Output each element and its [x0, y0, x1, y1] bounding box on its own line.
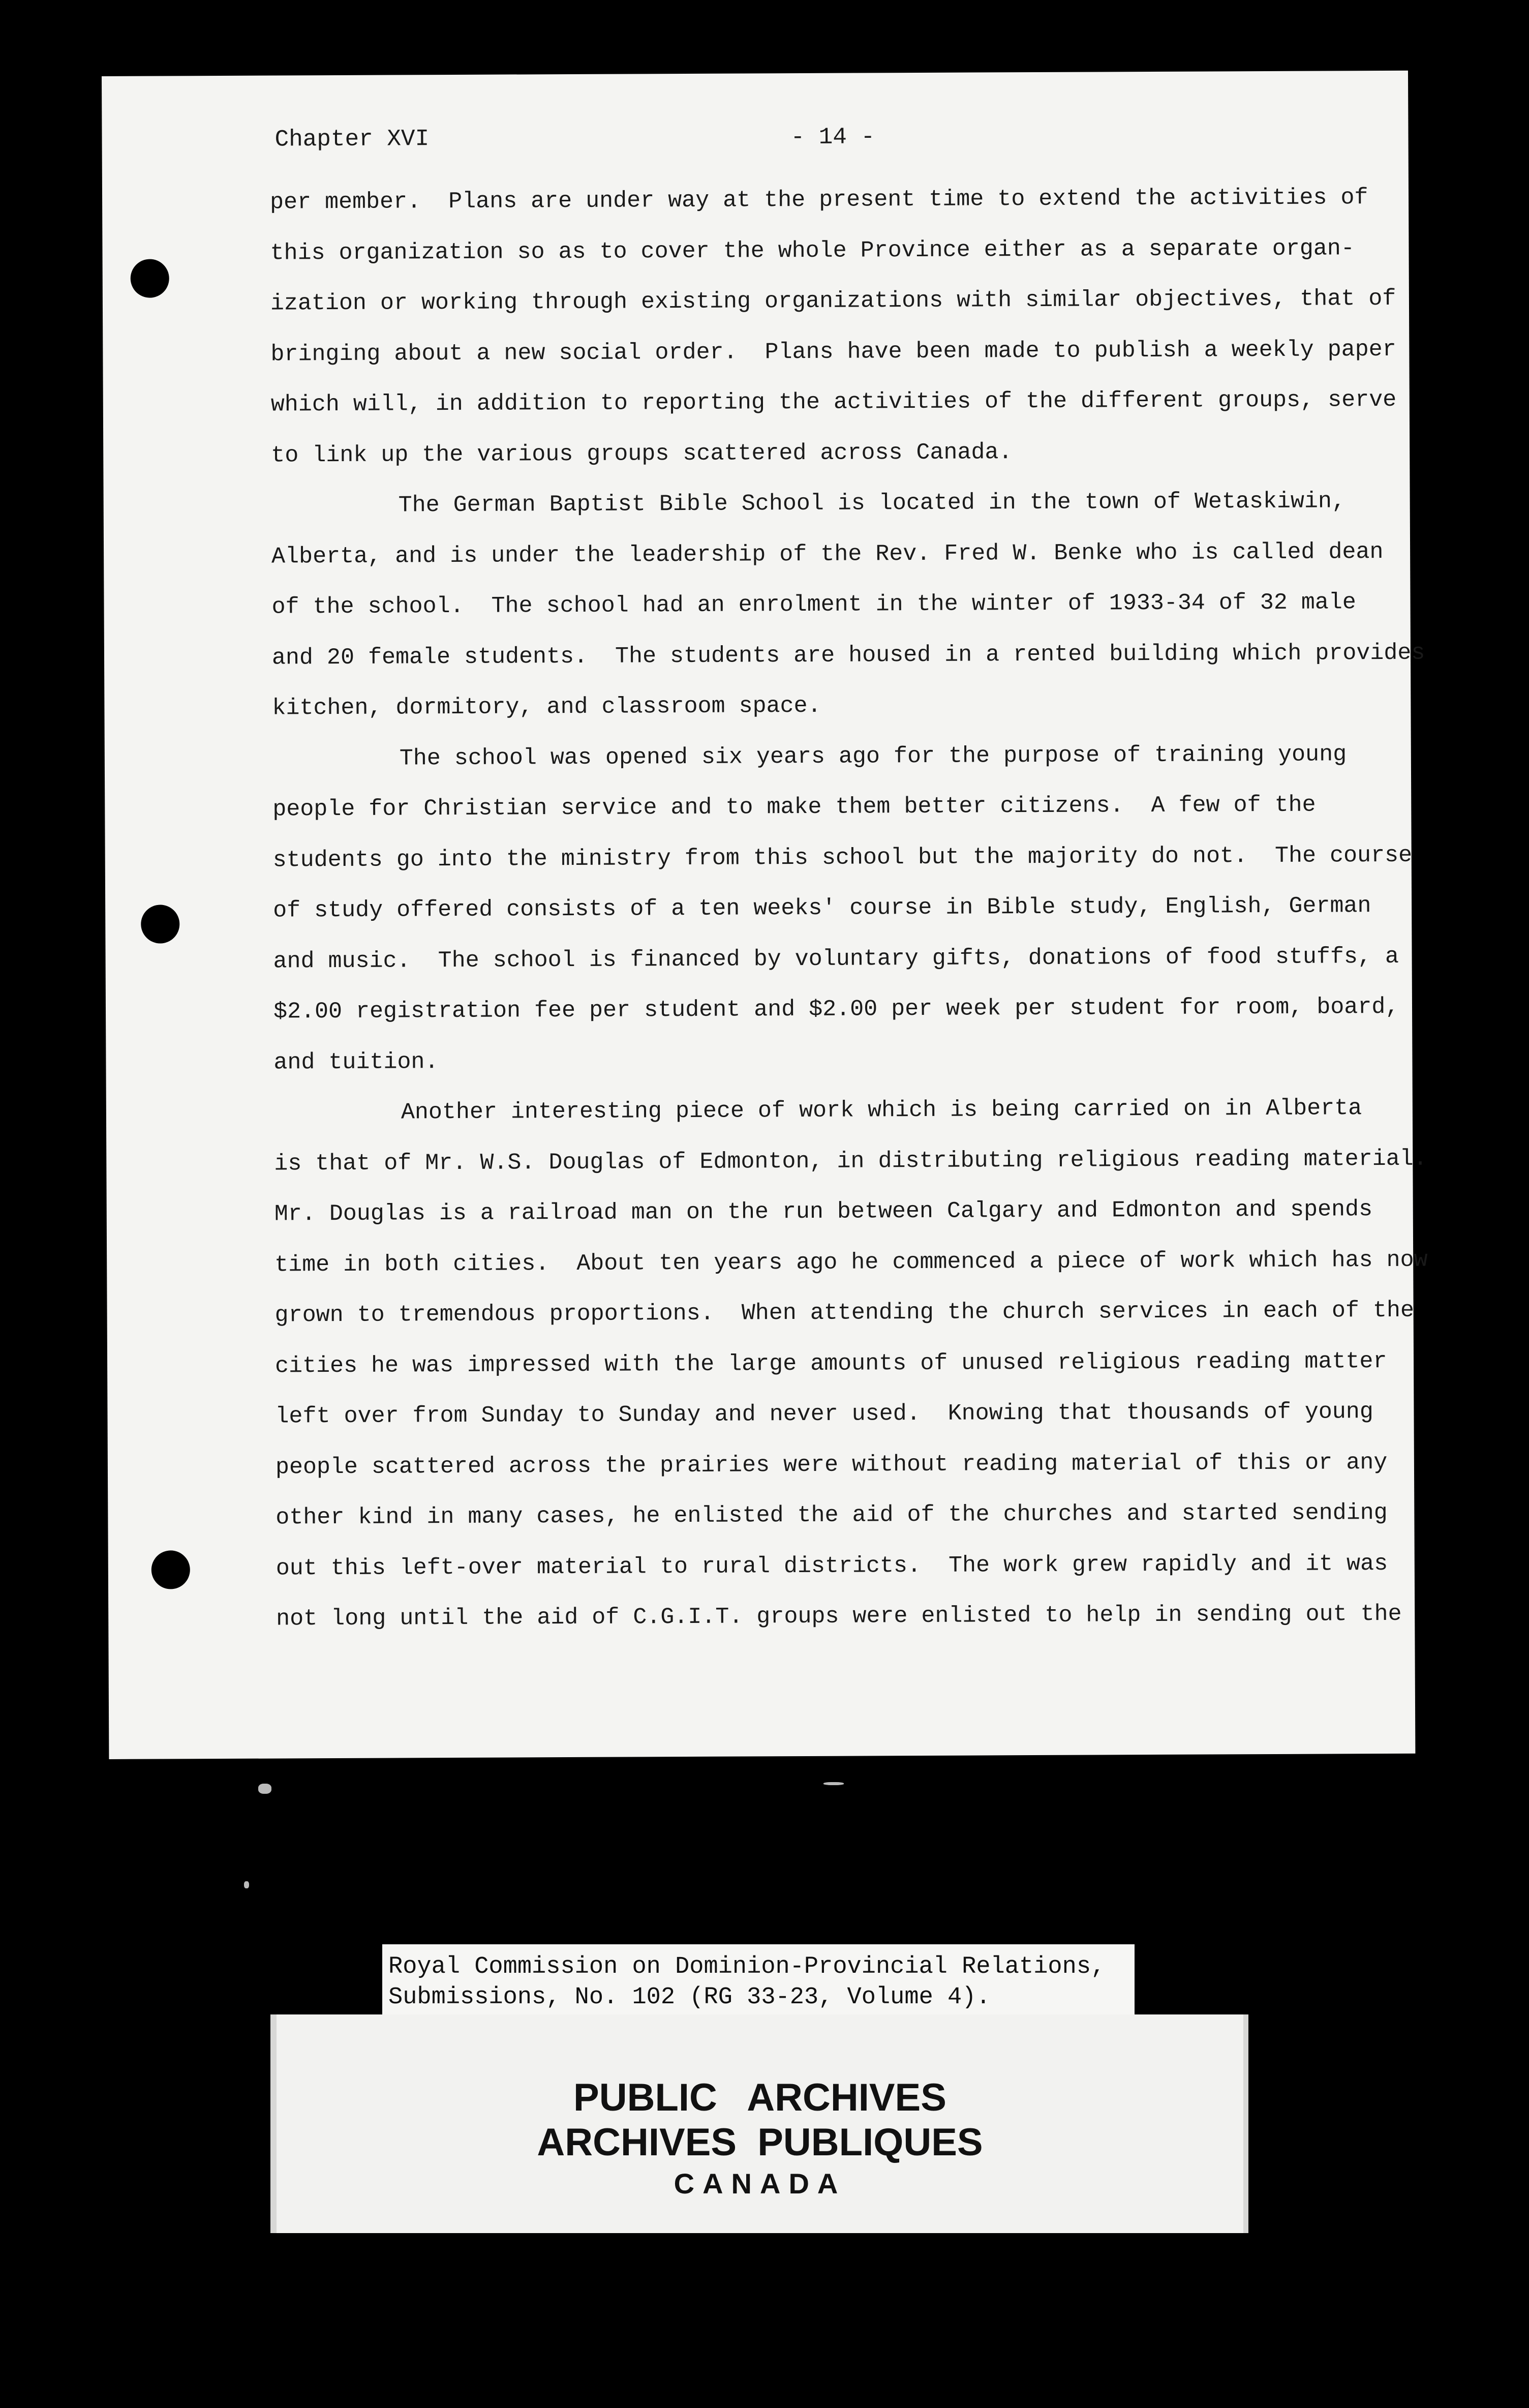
body-text [269, 172, 1428, 1644]
text-line: which will, in addition to reporting the activities of the different groups, serve [270, 386, 1397, 418]
text-line: per member. Plans are under way at the present time to extend the activities of [269, 185, 1368, 216]
text-line: people for Christian service and to make them better citizens. A few of the [272, 792, 1316, 823]
archival-caption-slip [382, 1944, 1135, 2015]
text-line: people scattered across the prairies were without reading material of this or any [275, 1449, 1388, 1481]
text-line: $2.00 registration fee per student and $2.00 per week per student for room, board, [273, 994, 1399, 1025]
document-page [102, 71, 1428, 1759]
text-line: left over from Sunday to Sunday and never used. Knowing that thousands of young [275, 1399, 1373, 1430]
text-line: bringing about a new social order. Plans have been made to publish a weekly paper [270, 336, 1396, 368]
chapter-heading: Chapter XVI [274, 126, 430, 153]
text-line: Alberta, and is under the leadership of the Rev. Fred W. Benke who is called dean [271, 538, 1384, 570]
paragraph-start-line: The German Baptist Bible School is located in the town of Wetaskiwin, [398, 488, 1346, 519]
punch-hole-top [131, 259, 169, 297]
page-number: - 14 - [790, 124, 875, 151]
stamp-line-country: CANADA [674, 2168, 846, 2200]
dust-speck [258, 1784, 271, 1794]
punch-hole-bottom [151, 1550, 190, 1589]
stamp-line-english: PUBLIC ARCHIVES [573, 2076, 946, 2119]
text-line: of the school. The school had an enrolment in the winter of 1933-34 of 32 male [271, 589, 1357, 620]
dust-speck [244, 1881, 249, 1888]
paragraph-start-line: The school was opened six years ago for the purpose of training young [399, 741, 1347, 771]
caption-line-1: Royal Commission on Dominion-Provincial Relations, [388, 1953, 1106, 1980]
stamp-line-french: ARCHIVES PUBLIQUES [537, 2121, 983, 2164]
caption-line-2: Submissions, No. 102 (RG 33-23, Volume 4). [388, 1984, 991, 2011]
text-line: kitchen, dormitory, and classroom space. [272, 693, 821, 721]
text-line: is that of Mr. W.S. Douglas of Edmonton, in distributing religious reading material. [274, 1146, 1427, 1177]
text-line: other kind in many cases, he enlisted the aid of the churches and started sending [276, 1499, 1388, 1531]
text-line: to link up the various groups scattered across Canada. [271, 439, 1013, 469]
text-line: students go into the ministry from this school but the majority do not. The course [272, 842, 1413, 874]
text-line: not long until the aid of C.G.I.T. groups were enlisted to help in sending out the [276, 1601, 1402, 1632]
text-line: this organization so as to cover the whole Province either as a separate organ- [270, 235, 1355, 266]
dust-speck [823, 1782, 844, 1785]
archives-stamp [270, 2014, 1248, 2233]
paragraph-start-line: Another interesting piece of work which is being carried on in Alberta [401, 1095, 1362, 1126]
text-line: of study offered consists of a ten weeks' course in Bible study, English, German [273, 893, 1371, 924]
text-line: ization or working through existing organizations with similar objectives, that of [270, 285, 1396, 317]
text-line: and music. The school is financed by voluntary gifts, donations of food stuffs, a [273, 943, 1399, 975]
text-line: Mr. Douglas is a railroad man on the run between Calgary and Edmonton and spends [274, 1196, 1373, 1227]
text-line: and 20 female students. The students are housed in a rented building which provides [271, 640, 1425, 671]
text-line: cities he was impressed with the large amounts of unused religious reading matter [274, 1348, 1387, 1379]
text-line: and tuition. [273, 1048, 439, 1076]
text-line: out this left-over material to rural districts. The work grew rapidly and it was [276, 1550, 1388, 1582]
punch-hole-middle [141, 905, 179, 943]
text-line: grown to tremendous proportions. When attending the church services in each of the [274, 1297, 1415, 1329]
text-line: time in both cities. About ten years ago he commenced a piece of work which has now [274, 1247, 1428, 1278]
